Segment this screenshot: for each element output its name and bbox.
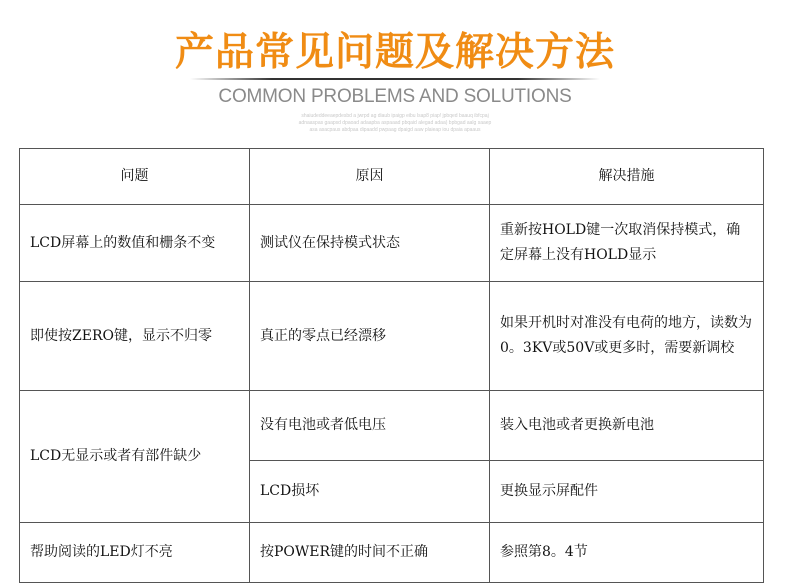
- page-header: [0, 0, 790, 140]
- cause-cell: 没有电池或者低电压: [250, 391, 490, 461]
- cause-cell: 测试仪在保持模式状态: [250, 205, 490, 282]
- faint-caption-line: asa asacpaus abdpaa dipaadd pwpaag dpaigd aaw plaieap iou dpaia apaaus: [309, 127, 481, 133]
- table-row: [20, 282, 764, 391]
- solution-cell: 更换显示屏配件: [490, 461, 764, 523]
- cause-cell: 按POWER键的时间不正确: [250, 523, 490, 583]
- faq-table: [19, 148, 764, 583]
- solution-cell: 如果开机时对准没有电荷的地方，读数为0。3KV或50V或更多时，需要新调校: [490, 282, 764, 391]
- table-header-row: [20, 149, 764, 205]
- page-subtitle: COMMON PROBLEMS AND SOLUTIONS: [218, 86, 572, 107]
- table-row: [20, 205, 764, 282]
- solution-cell: 装入电池或者更换新电池: [490, 391, 764, 461]
- table-row: [20, 523, 764, 583]
- cause-cell: LCD损坏: [250, 461, 490, 523]
- header-solution: 解决措施: [490, 149, 764, 205]
- problem-cell: LCD屏幕上的数值和栅条不变: [20, 205, 250, 282]
- cause-cell: 真正的零点已经漂移: [250, 282, 490, 391]
- solution-cell: 参照第8。4节: [490, 523, 764, 583]
- faint-caption-line: shaiudeddeeaepdesbd a jwrpd ag diaub ipaigp eibu lsap8 piap! jpbqed baauq ibfcpaj: [301, 113, 489, 119]
- header-problem: 问题: [20, 149, 250, 205]
- header-cause: 原因: [250, 149, 490, 205]
- faint-caption-line: adnaaspas gaapsd dpaoad adaapba aspaaad pbqaid alegad adaa) bpbgad aalg saaep: [298, 120, 492, 126]
- problem-cell: LCD无显示或者有部件缺少: [20, 391, 250, 523]
- problem-cell: 即使按ZERO键，显示不归零: [20, 282, 250, 391]
- problem-cell: 帮助阅读的LED灯不亮: [20, 523, 250, 583]
- table-row: [20, 391, 764, 461]
- solution-cell: 重新按HOLD键一次取消保持模式，确定屏幕上没有HOLD显示: [490, 205, 764, 282]
- page-title: 产品常见问题及解决方法: [174, 30, 615, 75]
- title-divider: [190, 78, 600, 80]
